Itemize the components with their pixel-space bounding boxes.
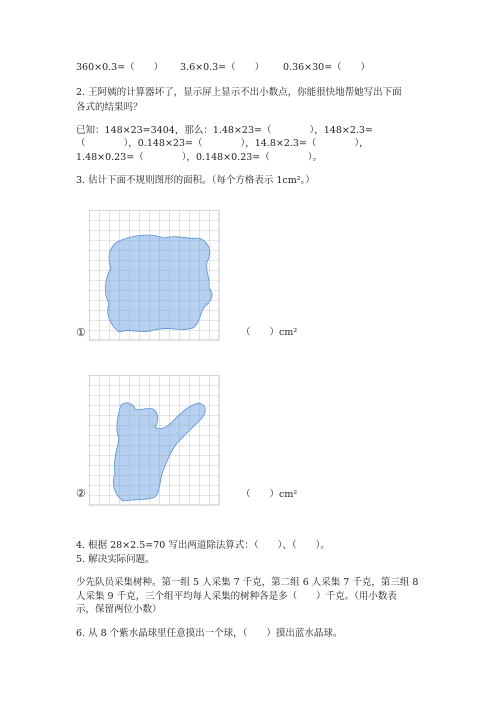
- figure-1-label: ①: [76, 326, 86, 339]
- q1-part-a: 360×0.3=（ ）: [76, 62, 164, 73]
- q2-known-2: （ ），0.148×23=（ ），14.8×2.3=（ ），: [76, 138, 369, 149]
- q5-title: 5. 解决实际问题。: [76, 554, 155, 565]
- q1-part-b: 3.6×0.3=（ ）: [180, 62, 265, 73]
- q2-line-1: 2. 王阿姨的计算器坏了，显示屏上显示不出小数点，你能很快地帮她写出下面: [76, 87, 402, 98]
- figure-2-answer: （ ）cm²: [241, 489, 298, 500]
- figure-2-grid: [89, 375, 225, 511]
- q2-known-1: 已知：148×23=3404，那么：1.48×23=（ ），148×2.3=: [76, 125, 373, 136]
- figure-1-grid: [89, 210, 225, 346]
- figure-2-label: ②: [76, 487, 86, 500]
- q2-known-3: 1.48×0.23=（ ），0.148×0.23=（ ）。: [76, 152, 322, 163]
- q3-title: 3. 估计下面不规则图形的面积。（每个方格表示 1cm²。）: [76, 175, 315, 186]
- q5-para-1: 少先队员采集树种。第一组 5 人采集 7 千克，第二组 6 人采集 7 千克，第三组 8: [76, 577, 419, 588]
- q4-text: 4. 根据 28×2.5=70 写出两道除法算式：（ ）、（ ）。: [76, 540, 330, 551]
- q6-text: 6. 从 8 个紫水晶球里任意摸出一个球，（ ）摸出蓝水晶球。: [76, 628, 343, 639]
- q1-part-c: 0.36×30=（ ）: [283, 62, 371, 73]
- q5-para-3: 示，保留两位小数）: [76, 604, 162, 615]
- figure-1-answer: （ ）cm²: [241, 327, 298, 338]
- q2-line-2: 各式的结果吗？: [76, 102, 143, 113]
- q5-para-2: 人采集 9 千克，三个组平均每人采集的树种各是多（ ）千克。（用小数表: [76, 591, 397, 602]
